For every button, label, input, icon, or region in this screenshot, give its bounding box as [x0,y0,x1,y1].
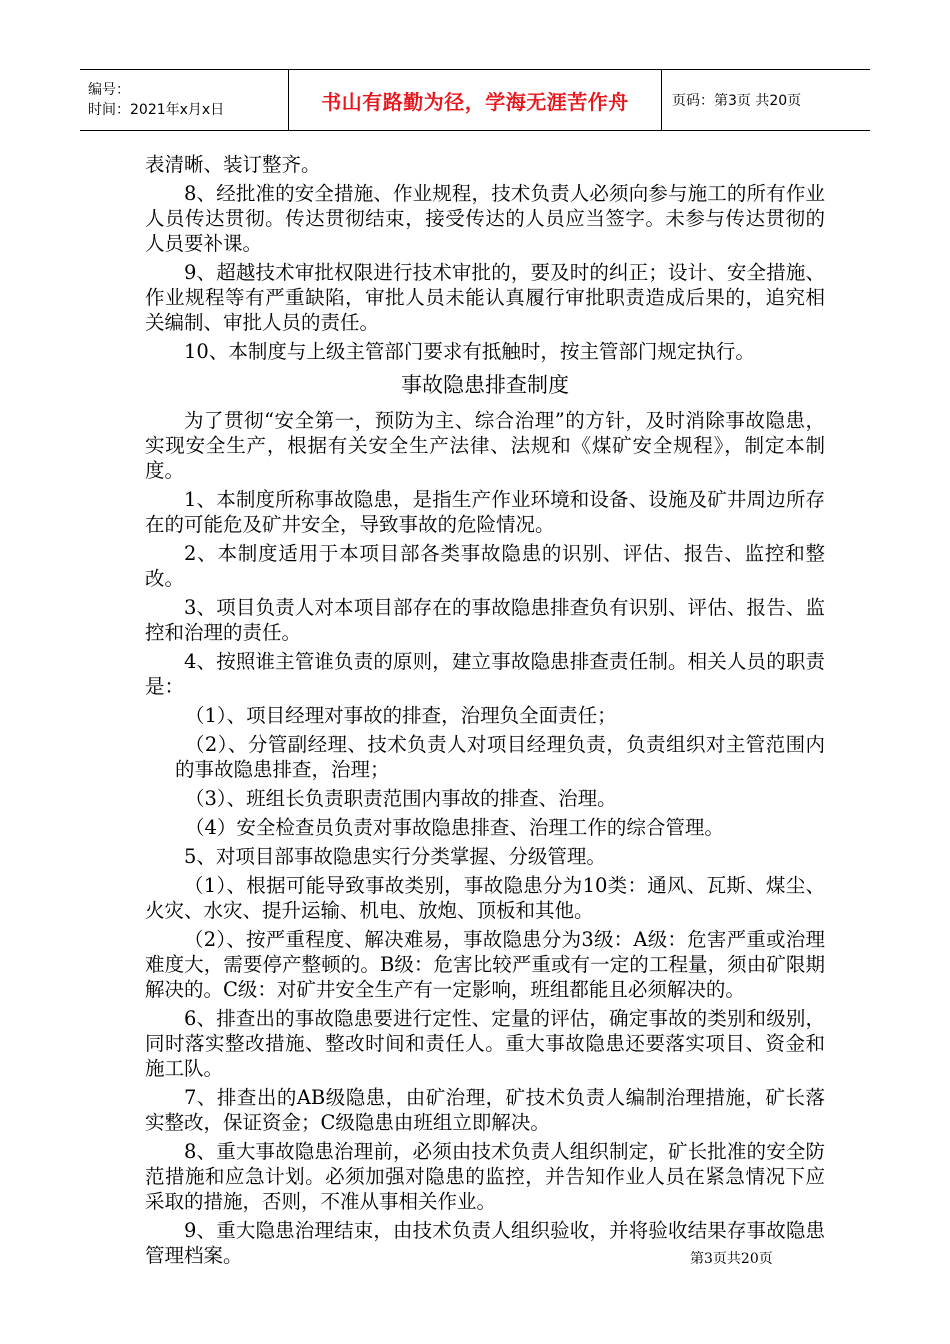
paragraph: 3、项目负责人对本项目部存在的事故隐患排查负有识别、评估、报告、监控和治理的责任。 [145,596,825,644]
time-label: 时间：2021年x月x日 [88,102,225,118]
paragraph: 8、重大事故隐患治理前，必须由技术负责人组织制定，矿长批准的安全防范措施和应急计划。必须加强对隐患的监控，并告知作业人员在紧急情况下应采取的措施，否则，不准从事相关作业。 [145,1140,825,1213]
paragraph: 7、排查出的AB级隐患，由矿治理，矿技术负责人编制治理措施，矿长落实整改，保证资金；C级隐患由班组立即解决。 [145,1086,825,1134]
paragraph: 1、本制度所称事故隐患，是指生产作业环境和设备、设施及矿井周边所存在的可能危及矿井安全，导致事故的危险情况。 [145,488,825,536]
paragraph: 10、本制度与上级主管部门要求有抵触时，按主管部门规定执行。 [184,340,755,363]
paragraph: （3）、班组长负责职责范围内事故的排查、治理。 [185,787,617,810]
paragraph: 6、排查出的事故隐患要进行定性、定量的评估，确定事故的类别和级别，同时落实整改措施、整改时间和责任人。重大事故隐患还要落实项目、资金和施工队。 [145,1007,825,1080]
header-motto: 书山有路勤为径，学海无涯苦作舟 [289,70,662,130]
paragraph: （4）安全检查员负责对事故隐患排查、治理工作的综合管理。 [185,816,724,839]
paragraph: （2）、按严重程度、解决难易，事故隐患分为3级：A级：危害严重或治理难度大，需要停产整顿的。B级：危害比较严重或有一定的工程量，须由矿限期解决的。C级：对矿井安全生产有一定影响，班组都能且必须解决的。 [145,928,825,1001]
paragraph: （2）、分管副经理、技术负责人对项目经理负责，负责组织对主管范围内的事故隐患排查，治理； [175,733,825,781]
paragraph: 5、对项目部事故隐患实行分类掌握、分级管理。 [184,845,606,868]
paragraph: 9、重大隐患治理结束，由技术负责人组织验收，并将验收结果存事故隐患管理档案。 [145,1219,825,1267]
paragraph: （1）、项目经理对事故的排查，治理负全面责任； [185,704,617,727]
page-header [80,69,870,131]
document-body [145,152,825,1272]
paragraph: 2、本制度适用于本项目部各类事故隐患的识别、评估、报告、监控和整改。 [145,542,825,590]
header-page-info: 页码：第3页 共20页 [672,93,802,109]
paragraph: 8、经批准的安全措施、作业规程，技术负责人必须向参与施工的所有作业人员传达贯彻。传达贯彻结束，接受传达的人员应当签字。未参与传达贯彻的人员要补课。 [145,182,825,255]
section-title: 事故隐患排查制度 [401,373,569,397]
header-meta [80,70,289,130]
paragraph: （1）、根据可能导致事故类别，事故隐患分为10类：通风、瓦斯、煤尘、火灾、水灾、提升运输、机电、放炮、顶板和其他。 [145,874,825,922]
paragraph: 为了贯彻“安全第一，预防为主、综合治理”的方针，及时消除事故隐患，实现安全生产，根据有关安全生产法律、法规和《煤矿安全规程》，制定本制度。 [145,409,825,482]
number-label: 编号： [88,82,130,98]
paragraph: 9、超越技术审批权限进行技术审批的，要及时的纠正；设计、安全措施、作业规程等有严重缺陷，审批人员未能认真履行审批职责造成后果的，追究相关编制、审批人员的责任。 [145,261,825,334]
page-footer: 第3页共20页 [690,1251,773,1267]
paragraph: 4、按照谁主管谁负责的原则，建立事故隐患排查责任制。相关人员的职责是： [145,650,825,698]
paragraph: 表清晰、装订整齐。 [145,153,321,176]
